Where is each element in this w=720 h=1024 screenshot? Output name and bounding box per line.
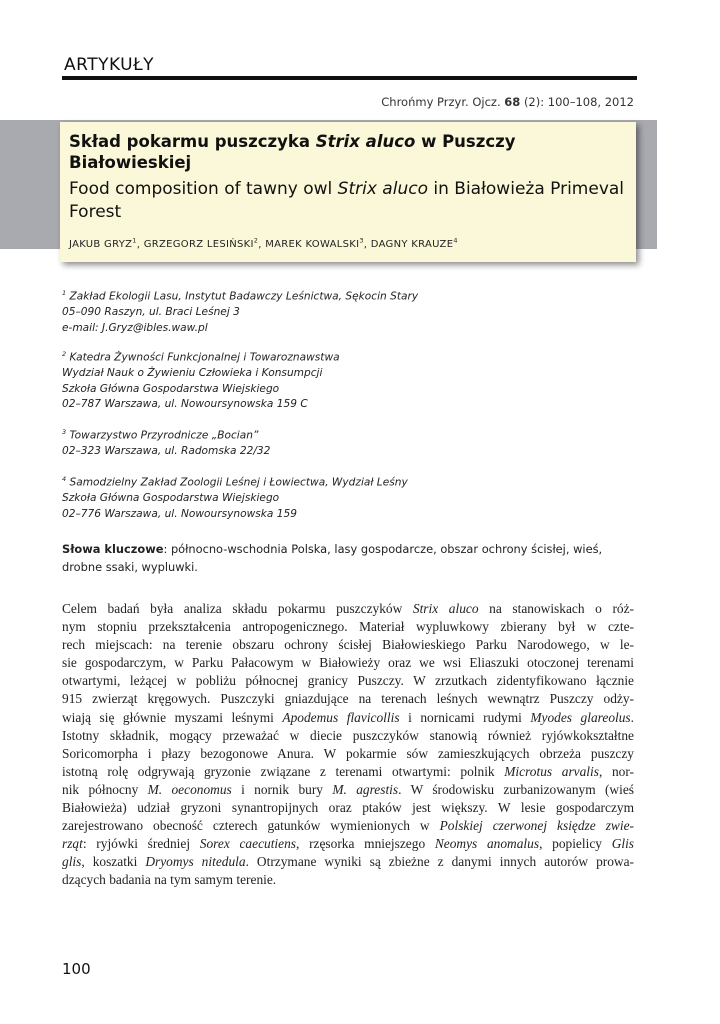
affiliation-3: $^3$ Towarzystwo Przyrodnicze „Bocian” 02–323 Warszawa, ul. Radomska 22/32 [62, 428, 271, 458]
abstract-text: i nornicami rudymi [399, 709, 531, 725]
abstract-text: na stanowiskach o róż- [478, 601, 635, 616]
abstract-line [62, 636, 634, 654]
abstract-text: istotną rolę odgrywają gryzonie związane z terenami otwartymi: polnik [62, 763, 505, 779]
abstract-italic-term: rząt [62, 836, 83, 852]
abstract-text: nik północny [62, 781, 148, 797]
title-english [69, 178, 629, 224]
keywords [62, 540, 622, 576]
abstract-text: Istotny składnik, mogący przeważać w diecie puszczyków stanowią również ryjówkokształtne [62, 727, 634, 743]
abstract-italic-term: Neomys anomalus [434, 836, 540, 852]
abstract-text: dzących badania na tym samym terenie. [62, 872, 277, 888]
abstract-line [62, 781, 634, 799]
affiliation-2: $^2$ Katedra Żywności Funkcjonalnej i Towaroznawstwa Wydział Nauk o Żywieniu Człowieka i Konsumpcji Szkoła Główna Gospodarstwa Wiejskiego 02–787 Warszawa, ul. Nowoursynowska 159 C [62, 350, 340, 411]
author-list: JAKUB GRYZ$^1$, GRZEGORZ LESIŃSKI$^2$, MAREK KOWALSKI$^3$, DAGNY KRAUZE$^4$ [69, 237, 458, 251]
title-polish-text: Skład pokarmu puszczyka [69, 132, 310, 151]
abstract-line [62, 618, 634, 636]
section-label: ARTYKUŁY [64, 55, 155, 75]
abstract-text: nym stopniu przekształcenia antropogenicznego. Materiał wypluwkowy zbierany był w czte- [62, 619, 634, 635]
title-polish-species: Strix aluco [315, 132, 416, 151]
title-polish [69, 131, 629, 173]
abstract-italic-term: Strix aluco [412, 601, 479, 616]
abstract-line [62, 709, 634, 727]
title-polish-text-end: w Puszczy Białowieskiej [69, 132, 516, 172]
abstract-text: . [630, 709, 634, 725]
abstract-text: , popielicy [539, 836, 612, 852]
journal-citation [381, 95, 634, 109]
abstract-italic-term: Microtus arvalis [504, 763, 599, 779]
abstract-text: Białowieża) udział gryzoni synantropijnych oraz ptaków jest większy. W lesie gospodarczym [62, 800, 634, 816]
abstract-text: otwartymi, leżącej w pobliżu północnej granicy Puszczy. W zrzutkach zidentyfikowano łącznie [62, 673, 634, 689]
citation-pages: (2): 100–108, 2012 [523, 95, 634, 109]
abstract-italic-term: Apodemus flavicollis [282, 709, 400, 725]
abstract-italic-term: Polskiej czerwonej księdze zwie- [439, 818, 634, 834]
author: MAREK KOWALSKI$^3$ [265, 237, 364, 251]
title-english-text-end: in Białowieża Primeval Forest [69, 179, 625, 222]
abstract-text: wiają się głównie myszami leśnymi [62, 709, 283, 725]
abstract-line [62, 600, 634, 618]
abstract-text: Celem badań była analiza składu pokarmu puszczyków [62, 601, 413, 616]
abstract-text: . Otrzymane wyniki są zbieżne z danymi innych autorów prowa- [245, 854, 634, 870]
abstract-italic-term: Myodes glareolus [530, 709, 631, 725]
author: DAGNY KRAUZE$^4$ [370, 237, 458, 251]
keywords-label: Słowa kluczowe [62, 542, 164, 556]
abstract-text: , koszatki [81, 854, 146, 870]
affiliation-4: $^4$ Samodzielny Zakład Zoologii Leśnej i Łowiectwa, Wydział Leśny Szkoła Główna Gospodarstwa Wiejskiego 02–776 Warszawa, ul. Nowoursynowska 159 [62, 475, 408, 520]
abstract-line [62, 654, 634, 672]
abstract-text: Soricomorpha i płazy bezogonowe Anura. W pokarmie sów zamieszkujących obrzeża puszczy [62, 745, 634, 761]
abstract-line [62, 835, 634, 853]
abstract-line [62, 817, 634, 835]
abstract-text: : ryjówki średniej [82, 836, 200, 852]
keywords-text: : północno-wschodnia Polska, lasy gospodarcze, obszar ochrony ścisłej, wieś, drobne ssaki, wypluwki. [62, 542, 603, 574]
abstract-line [62, 672, 634, 690]
author: GRZEGORZ LESIŃSKI$^2$ [143, 237, 259, 251]
title-box [60, 122, 636, 262]
citation-volume: 68 [504, 95, 521, 109]
abstract-text: rech miejscach: na terenie obszaru ochrony ścisłej Białowieskiego Parku Narodowego, w le- [62, 637, 634, 653]
abstract-italic-term: glis [62, 854, 82, 870]
author: JAKUB GRYZ$^1$ [69, 237, 137, 251]
abstract-line [62, 871, 634, 889]
abstract-line [62, 745, 634, 763]
abstract-italic-term: Dryomys nitedula [145, 854, 246, 870]
abstract-text: sie gospodarczym, w Parku Pałacowym w Białowieży oraz we wsi Eliaszuki otoczonej terenami [62, 655, 634, 671]
abstract-line [62, 853, 634, 871]
abstract-italic-term: M. agrestis [332, 781, 399, 797]
abstract-text: zarejestrowano obecność czterech gatunków wymienionych w [62, 818, 440, 834]
abstract-line [62, 763, 634, 781]
abstract-italic-term: M. oeconomus [147, 781, 232, 797]
title-english-species: Strix aluco [337, 179, 428, 199]
section-divider [62, 76, 637, 80]
title-english-text: Food composition of tawny owl [69, 179, 333, 199]
abstract-text: 915 zwierząt kręgowych. Puszczyki gniazdujące na terenach leśnych wewnątrz Puszczy odży- [62, 691, 634, 707]
abstract-text: . W środowisku zurbanizowanym (wieś [398, 781, 634, 797]
abstract-italic-term: Sorex caecutiens [199, 836, 297, 852]
abstract-text: i nornik bury [231, 781, 333, 797]
abstract-text: , nor- [598, 763, 634, 779]
abstract-italic-term: Glis [611, 836, 635, 852]
page-number: 100 [62, 960, 91, 978]
citation-journal: Chrońmy Przyr. Ojcz. [381, 95, 501, 109]
abstract-text: , rzęsorka mniejszego [296, 836, 435, 852]
abstract-line [62, 799, 634, 817]
abstract-line [62, 727, 634, 745]
abstract-line [62, 690, 634, 708]
affiliation-1: $^1$ Zakład Ekologii Lasu, Instytut Badawczy Leśnictwa, Sękocin Stary 05–090 Raszyn, ul. Braci Leśnej 3 e-mail: J.Gryz@ibles.waw.pl [62, 289, 419, 334]
abstract [62, 600, 634, 890]
